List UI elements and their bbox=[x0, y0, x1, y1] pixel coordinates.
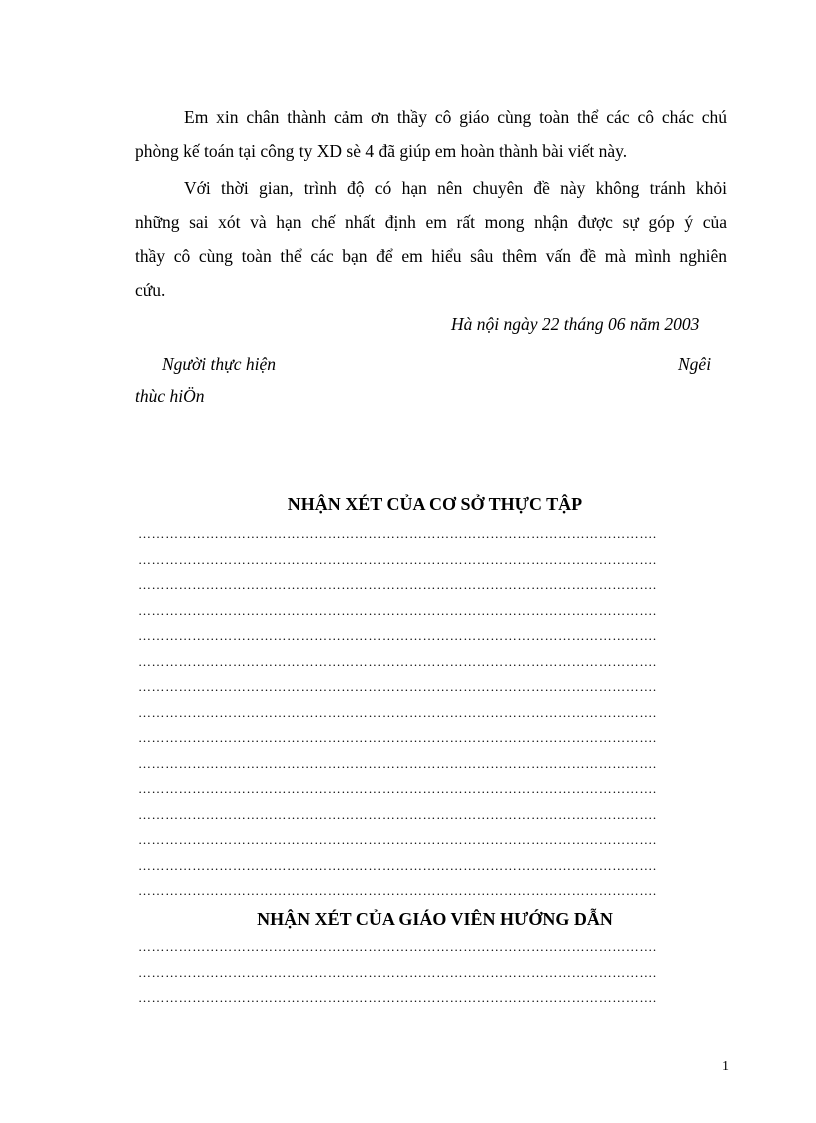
dotted-writing-line: ……………………………………………………………………………………………………. bbox=[138, 781, 657, 796]
dotted-writing-line: ……………………………………………………………………………………………………. bbox=[138, 857, 657, 873]
text-line: phòng kế toán tại công ty XD sè 4 đã giúp em hoàn thành bài viết này. bbox=[135, 141, 628, 161]
section-heading-internship-feedback: NHẬN XÉT CỦA CƠ SỞ THỰC TẬP bbox=[287, 494, 583, 514]
dotted-writing-line: ……………………………………………………………………………………………………. bbox=[138, 679, 657, 694]
dotted-writing-line: ……………………………………………………………………………………………………. bbox=[138, 551, 657, 567]
dotted-writing-line: ……………………………………………………………………………………………………. bbox=[138, 939, 657, 954]
dotted-writing-line: ……………………………………………………………………………………………………. bbox=[138, 990, 657, 1005]
dotted-writing-line: ……………………………………………………………………………………………………. bbox=[138, 577, 657, 592]
signature-person-right: Ngêi bbox=[678, 354, 712, 374]
text-line: thầy cô cùng toàn thể các bạn để em hiểu sâu thêm vấn đề mà mình nghiên bbox=[135, 246, 727, 266]
dotted-writing-line: ……………………………………………………………………………………………………. bbox=[138, 602, 657, 618]
dotted-writing-line: ……………………………………………………………………………………………………. bbox=[138, 832, 657, 847]
text-line: Với thời gian, trình độ có hạn nên chuyên đề này không tránh khỏi bbox=[184, 178, 727, 198]
page-number: 1 bbox=[722, 1059, 729, 1074]
signature-garbled-line: thùc hiÖn bbox=[135, 386, 205, 406]
acknowledgement-paragraph bbox=[135, 100, 727, 168]
text-line: những sai xót và hạn chế nhất định em rất mong nhận được sự góp ý của bbox=[135, 212, 727, 232]
text-line: Em xin chân thành cảm ơn thầy cô giáo cùng toàn thể các cô chác chú bbox=[184, 107, 727, 127]
dotted-writing-line: ……………………………………………………………………………………………………. bbox=[138, 526, 657, 541]
dotted-writing-line: ……………………………………………………………………………………………………. bbox=[138, 730, 657, 745]
text-line: cứu. bbox=[135, 280, 166, 300]
dotted-writing-line: ……………………………………………………………………………………………………. bbox=[138, 964, 657, 980]
dotted-writing-line: ……………………………………………………………………………………………………. bbox=[138, 883, 657, 898]
limitation-paragraph bbox=[135, 171, 727, 307]
section-heading-supervisor-feedback: NHẬN XÉT CỦA GIÁO VIÊN HƯỚNG DẪN bbox=[257, 909, 613, 929]
signature-person-left: Người thực hiện bbox=[162, 354, 276, 374]
dotted-writing-line: ……………………………………………………………………………………………………. bbox=[138, 704, 657, 720]
dotted-writing-line: ……………………………………………………………………………………………………. bbox=[138, 806, 657, 822]
dotted-writing-line: ……………………………………………………………………………………………………. bbox=[138, 653, 657, 669]
signature-date: Hà nội ngày 22 tháng 06 năm 2003 bbox=[451, 314, 700, 334]
dotted-writing-line: ……………………………………………………………………………………………………. bbox=[138, 628, 657, 643]
dotted-writing-line: ……………………………………………………………………………………………………. bbox=[138, 755, 657, 771]
